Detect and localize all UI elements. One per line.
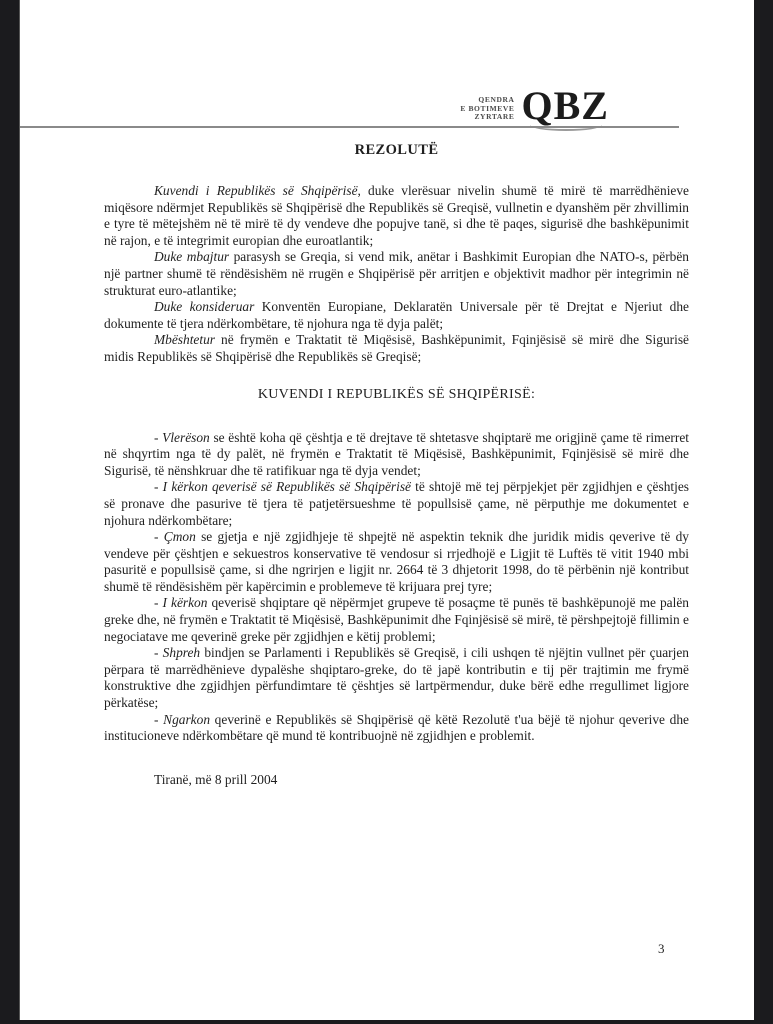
publisher-name-line: QENDRA (478, 95, 515, 105)
paragraph-text: bindjen se Parlamenti i Republikës së Greqisë, i cili ushqen të njëjtin vullnet për çuarjen përpara të marrëdhënieve dypalëshe shqiptaro-greke, do të japë kontributin e tij për trajtimin me frymë konstruktive dhe zgjidhjen përfundimtare të çështjes së lartpërmendur, duke bërë edhe rregullimet ligjore përkatëse; (104, 645, 689, 711)
qbz-logo-text: QBZ (521, 83, 609, 128)
paragraph-lead: Kuvendi i Republikës së Shqipërisë (154, 183, 358, 198)
list-dash-marker: - (154, 529, 164, 545)
list-dash-marker: - (154, 429, 163, 445)
list-dash-marker: - (154, 711, 164, 727)
preamble-paragraph (104, 332, 689, 365)
preamble-paragraph (104, 249, 689, 299)
publisher-brand (460, 83, 609, 128)
document-title: REZOLUTË (354, 142, 439, 158)
document-content (20, 136, 755, 788)
resolutions-section (104, 430, 689, 745)
resolution-item (104, 712, 689, 745)
list-dash-marker: - (154, 645, 163, 661)
resolution-item (104, 595, 689, 645)
paragraph-text: se gjetja e një zgjidhjeje të shpejtë në aspektin teknik dhe juridik midis qeverive të dy vendeve për çështjen e sekuestros konservative të vendosur si rrjedhojë e Ligjit të Luftës të vitit 1940 mbi pasuritë e popullsisë çame, si dhe ngrirjen e ligjit nr. 2664 të 3 dhjetorit 1998, do të përbënin një kontribut shumë të rëndësishëm për kapërcimin e problemeve të krijuara prej tyre; (104, 529, 690, 594)
paragraph-text: qeverisë shqiptare që nëpërmjet grupeve të posaçme të punës të bashkëpunojë me palën greke dhe, në frymën e Traktatit të Miqësisë, Bashkëpunimit dhe Fqinjësisë së mirë, të përshpejtojë fillimin e negociatave me qeverinë greke për zgjidhjen e këtij problemi; (104, 595, 689, 644)
paragraph-text: Konventën Europiane, Deklaratën Universale për të Drejtat e Njeriut dhe dokumente të tjera ndërkombëtare, të njohura nga të dyja palët; (104, 299, 689, 331)
dateline: Tiranë, më 8 prill 2004 (154, 771, 278, 787)
paragraph-lead: I kërkon qeverisë së Republikës së Shqipërisë (162, 479, 411, 495)
document-page (19, 0, 754, 1020)
qbz-logo-swoosh-icon (530, 119, 602, 131)
paragraph-text: në frymën e Traktatit të Miqësisë, Bashkëpunimit, Fqinjësisë së mirë dhe Sigurisë midis Republikës së Shqipërisë dhe Republikës së Greqisë; (104, 332, 689, 364)
paragraph-lead: Mbështetur (154, 332, 215, 348)
paragraph-lead: Çmon (163, 529, 196, 545)
paragraph-text: parasysh se Greqia, si vend mik, anëtar i Bashkimit Europian dhe NATO-s, përbën një partner shumë të rëndësishëm në rrugën e Shqipërisë për arritjen e objektivit madhor për integrimin në strukturat euro-atlantike; (104, 249, 689, 298)
list-dash-marker: - (154, 595, 163, 611)
resolution-item (104, 645, 689, 711)
paragraph-lead: Duke konsideruar (154, 299, 255, 315)
section-heading: KUVENDI I REPUBLIKËS SË SHQIPËRISË: (257, 386, 536, 402)
publisher-name (460, 90, 514, 122)
preamble-section (104, 183, 689, 366)
paragraph-text: se është koha që çështja e të drejtave të shtetasve shqiptarë me origjinë çame të rimerret në shqyrtim nga të dy palët, në frymën e Traktatit të Miqësisë, Bashkëpunimit, Fqinjësisë së mirë dhe Sigurisë, të nënshkruar dhe të ratifikuar nga të dyja vendet; (104, 429, 689, 478)
resolution-item (104, 529, 689, 595)
header-divider (20, 126, 679, 128)
resolution-item (104, 430, 689, 480)
list-dash-marker: - (154, 479, 163, 495)
paragraph-text: qeverinë e Republikës së Shqipërisë që këtë Rezolutë t'ua bëjë të njohur qeverive dhe institucioneve ndërkombëtare që mund të kontribuojnë në zgjidhjen e problemit. (104, 711, 689, 744)
paragraph-lead: Shpreh (162, 645, 201, 661)
publisher-name-line: E BOTIMEVE (460, 103, 515, 113)
resolution-item (104, 479, 689, 529)
paragraph-text: të shtojë më tej përpjekjet për zgjidhjen e çështjes së pronave dhe pasurive të tjera të patjetërsueshme të popullsisë çame, në përputhje me dokumentet e njohura ndërkombëtare; (104, 479, 689, 528)
page-number: 3 (658, 941, 665, 956)
paragraph-lead: I kërkon (162, 595, 208, 611)
paragraph-text: , duke vlerësuar nivelin shumë të mirë të marrëdhënieve miqësore ndërmjet Republikës së Shqipërisë dhe Republikës së Greqisë, vullnetin e dyanshëm për zhvillimin e tyre të mëtejshëm në të mirë të dy vendeve dhe popujve tanë, si dhe të paqes, sigurisë dhe bashkëpunimit në rajon, e të integrimit europian dhe euroatlantik; (104, 183, 689, 248)
publisher-name-line: ZYRTARE (474, 112, 515, 122)
qbz-logo (521, 83, 609, 128)
paragraph-lead: Vlerëson (162, 429, 210, 445)
preamble-paragraph (104, 299, 689, 332)
paragraph-lead: Duke mbajtur (154, 249, 230, 265)
preamble-paragraph (104, 183, 689, 249)
paragraph-lead: Ngarkon (163, 711, 211, 727)
